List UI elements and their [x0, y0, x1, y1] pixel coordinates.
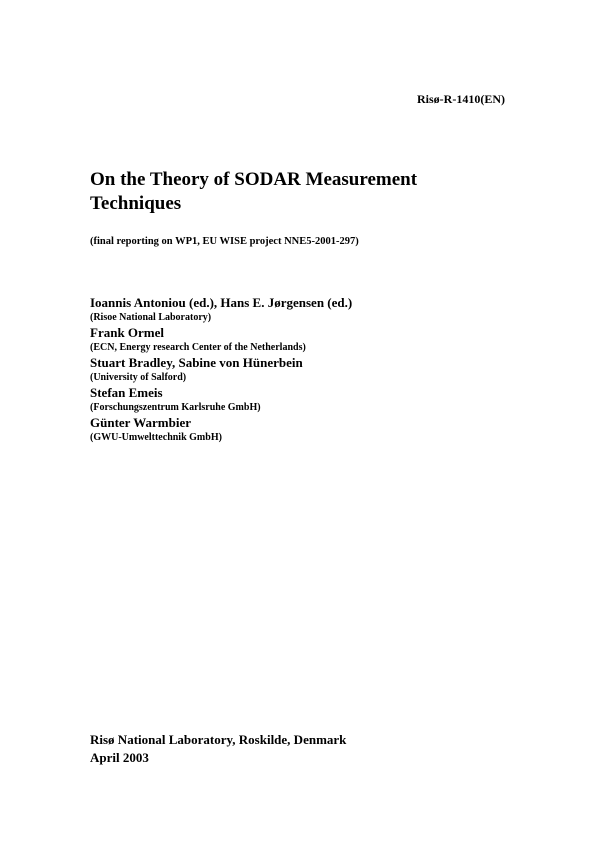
- publication-info: [90, 731, 346, 767]
- publication-date: April 2003: [90, 750, 149, 765]
- author-name: Stuart Bradley, Sabine von Hünerbein: [90, 355, 303, 370]
- author-affiliation: (ECN, Energy research Center of the Netherlands): [90, 342, 306, 353]
- report-number: Risø-R-1410(EN): [417, 92, 505, 106]
- author-affiliation: (University of Salford): [90, 372, 187, 383]
- document-subtitle: (final reporting on WP1, EU WISE project NNE5-2001-297): [90, 236, 359, 247]
- author-group: [90, 295, 510, 325]
- author-name: Günter Warmbier: [90, 415, 191, 430]
- author-name: Ioannis Antoniou (ed.), Hans E. Jørgensen (ed.): [90, 295, 353, 310]
- author-group: [90, 355, 510, 385]
- author-group: [90, 325, 510, 355]
- author-group: [90, 415, 510, 445]
- author-affiliation: (GWU-Umwelttechnik GmbH): [90, 432, 222, 443]
- author-name: Stefan Emeis: [90, 385, 163, 400]
- document-title: On the Theory of SODAR Measurement Techniques: [90, 169, 418, 214]
- author-name: Frank Ormel: [90, 325, 165, 340]
- author-affiliation: (Forschungszentrum Karlsruhe GmbH): [90, 402, 261, 413]
- author-affiliation: (Risoe National Laboratory): [90, 312, 212, 323]
- publisher-institution: Risø National Laboratory, Roskilde, Denmark: [90, 732, 347, 747]
- author-group: [90, 385, 510, 415]
- author-list: [90, 295, 510, 445]
